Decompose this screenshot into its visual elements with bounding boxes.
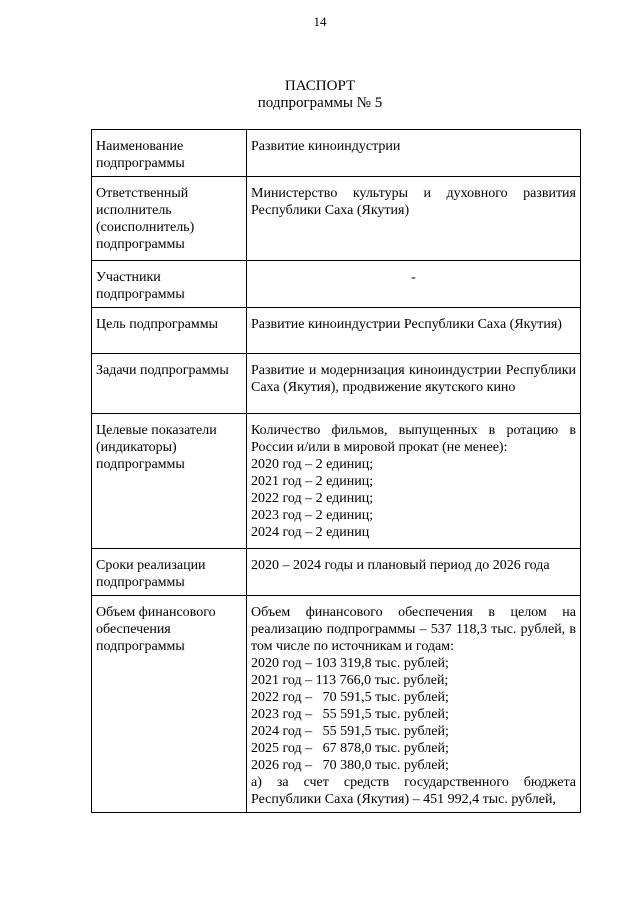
row-label-goal: Цель подпрограммы — [92, 308, 247, 354]
row-label-financing: Объем финансового обеспечения подпрограммы — [92, 596, 247, 813]
indicators-intro: Количество фильмов, выпущенных в ротацию в России и/или в мировой прокат (не менее): — [251, 423, 576, 455]
indicator-line: 2024 год – 2 единиц — [251, 525, 370, 540]
indicator-line: 2023 год – 2 единиц; — [251, 508, 374, 523]
financing-year-line: 2024 год – 55 591,5 тыс. рублей; — [251, 724, 449, 739]
passport-table — [91, 129, 581, 813]
row-value-indicators — [247, 414, 581, 549]
title-heading: ПАСПОРТ — [284, 78, 356, 94]
row-value-financing — [247, 596, 581, 813]
row-value-executor: Министерство культуры и духовного развития Республики Саха (Якутия) — [247, 177, 581, 261]
row-value-tasks: Развитие и модернизация киноиндустрии Республики Саха (Якутия), продвижение якутского кино — [247, 354, 581, 414]
table-row — [92, 308, 581, 354]
row-label-executor: Ответственный исполнитель (соисполнитель) подпрограммы — [92, 177, 247, 261]
indicator-line: 2021 год – 2 единиц; — [251, 474, 374, 489]
document-title — [0, 78, 640, 112]
row-value-terms: 2020 – 2024 годы и плановый период до 2026 года — [247, 549, 581, 596]
row-label-terms: Сроки реализации подпрограммы — [92, 549, 247, 596]
financing-year-line: 2023 год – 55 591,5 тыс. рублей; — [251, 707, 449, 722]
row-value-goal: Развитие киноиндустрии Республики Саха (Якутия) — [247, 308, 581, 354]
table-row — [92, 596, 581, 813]
table-row — [92, 549, 581, 596]
financing-year-line: 2021 год – 113 766,0 тыс. рублей; — [251, 673, 449, 688]
title-subheading: подпрограммы № 5 — [257, 95, 383, 111]
financing-year-line: 2025 год – 67 878,0 тыс. рублей; — [251, 741, 449, 756]
indicator-line: 2022 год – 2 единиц; — [251, 491, 374, 506]
financing-year-line: 2022 год – 70 591,5 тыс. рублей; — [251, 690, 449, 705]
table-row — [92, 130, 581, 177]
row-value-participants: - — [247, 261, 581, 308]
table-row — [92, 177, 581, 261]
row-label-name: Наименование подпрограммы — [92, 130, 247, 177]
row-label-tasks: Задачи подпрограммы — [92, 354, 247, 414]
financing-intro: Объем финансового обеспечения в целом на реализацию подпрограммы – 537 118,3 тыс. рублей, в том числе по источникам и годам: — [251, 605, 576, 654]
page-number: 14 — [313, 14, 327, 29]
indicator-line: 2020 год – 2 единиц; — [251, 457, 374, 472]
financing-year-line: 2026 год – 70 380,0 тыс. рублей; — [251, 758, 449, 773]
financing-year-line: 2020 год – 103 319,8 тыс. рублей; — [251, 656, 449, 671]
row-label-indicators: Целевые показатели (индикаторы) подпрограммы — [92, 414, 247, 549]
row-value-name: Развитие киноиндустрии — [247, 130, 581, 177]
table-row — [92, 414, 581, 549]
table-row — [92, 261, 581, 308]
row-label-participants: Участники подпрограммы — [92, 261, 247, 308]
table-row — [92, 354, 581, 414]
financing-outro: а) за счет средств государственного бюджета Республики Саха (Якутия) – 451 992,4 тыс. рублей, — [251, 775, 576, 807]
